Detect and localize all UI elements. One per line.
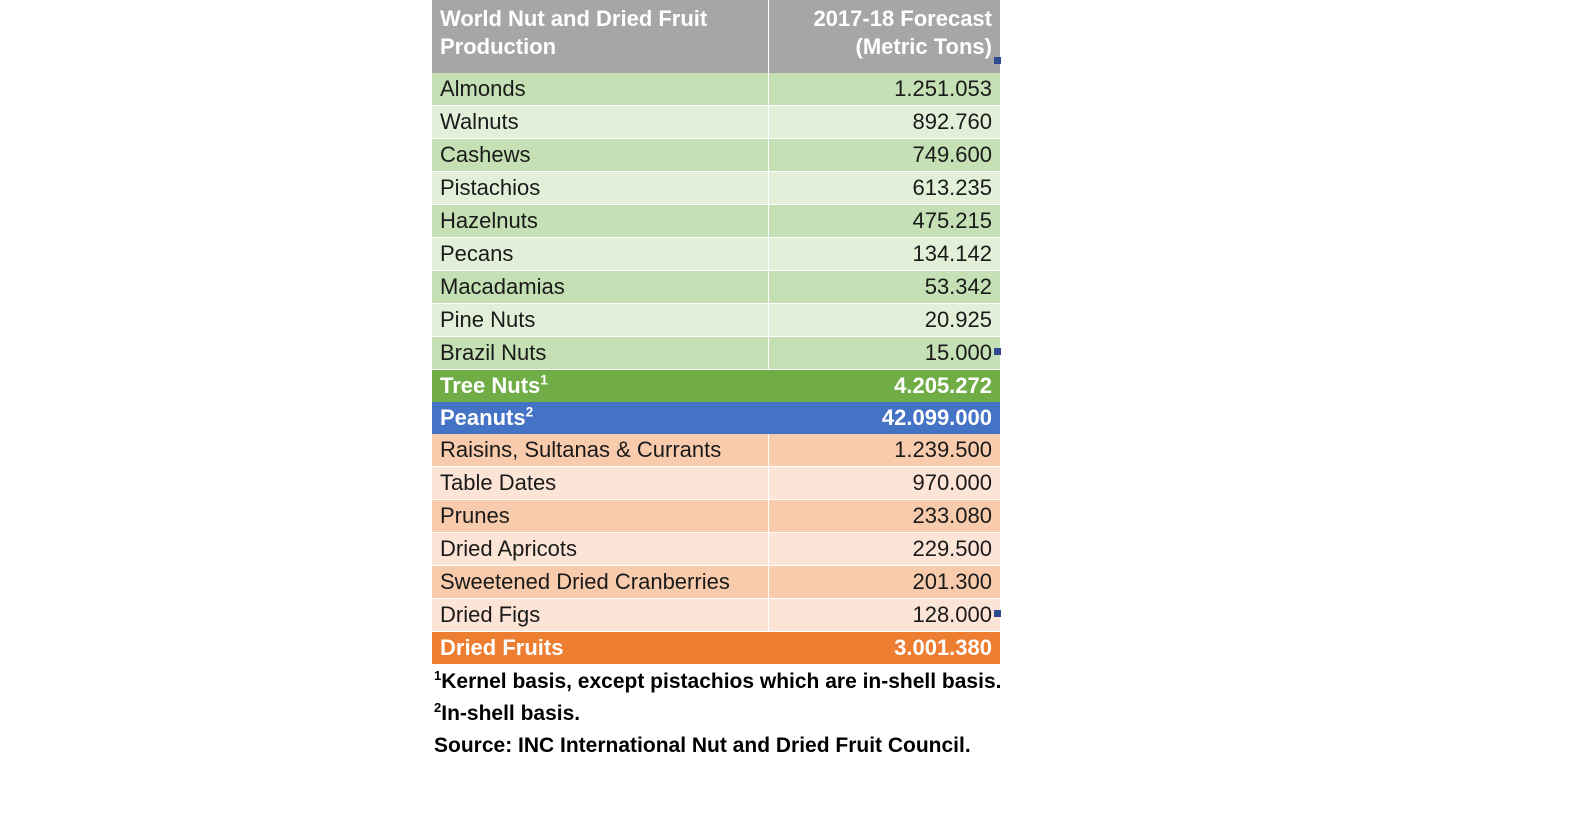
table-row[interactable] [432, 533, 1000, 566]
table-row[interactable] [432, 337, 1000, 370]
table-row[interactable] [432, 238, 1000, 271]
cell-value[interactable]: 3.001.380 [768, 632, 1000, 665]
cell-value[interactable]: 15.000 [768, 337, 1000, 370]
cell-label[interactable]: Tree Nuts$^1$ [432, 370, 768, 403]
cell-value[interactable]: 892.760 [768, 106, 1000, 139]
cell-label[interactable]: Cashews [432, 139, 768, 172]
table-row[interactable] [432, 304, 1000, 337]
cell-label[interactable]: Dried Fruits [432, 632, 768, 665]
table-row[interactable] [432, 271, 1000, 304]
cell-label[interactable]: Almonds [432, 73, 768, 106]
cell-value[interactable]: 749.600 [768, 139, 1000, 172]
nut-production-table [432, 0, 1000, 664]
cell-label[interactable]: Pine Nuts [432, 304, 768, 337]
cell-value[interactable]: 53.342 [768, 271, 1000, 304]
source-line: Source: INC International Nut and Dried Fruit Council. [434, 734, 971, 757]
cell-label-superscript: 2 [525, 404, 534, 420]
selection-handle-dried-figs[interactable] [994, 610, 1001, 617]
cell-value[interactable]: 475.215 [768, 205, 1000, 238]
cell-value[interactable]: 970.000 [768, 467, 1000, 500]
table-row[interactable] [432, 566, 1000, 599]
table-row[interactable] [432, 500, 1000, 533]
cell-label[interactable]: Pistachios [432, 172, 768, 205]
table-row[interactable] [432, 599, 1000, 632]
table-row[interactable] [432, 139, 1000, 172]
spreadsheet-table-container [432, 0, 1000, 664]
cell-label[interactable]: Sweetened Dried Cranberries [432, 566, 768, 599]
table-row[interactable] [432, 467, 1000, 500]
cell-label[interactable]: Prunes [432, 500, 768, 533]
footnote-2-text: In-shell basis. [441, 702, 581, 725]
cell-value[interactable]: 1.239.500 [768, 434, 1000, 467]
cell-value[interactable]: 1.251.053 [768, 73, 1000, 106]
cell-label[interactable]: Peanuts$^2$ [432, 402, 768, 434]
footnote-1-marker: 1 [434, 668, 442, 683]
table-row[interactable] [432, 370, 1000, 403]
cell-label-superscript: 1 [540, 372, 548, 388]
cell-label[interactable]: Hazelnuts [432, 205, 768, 238]
cell-value[interactable]: 4.205.272 [768, 370, 1000, 403]
table-row[interactable] [432, 434, 1000, 467]
cell-value[interactable]: 134.142 [768, 238, 1000, 271]
selection-handle-tree-nuts[interactable] [994, 348, 1001, 355]
cell-label[interactable]: Macadamias [432, 271, 768, 304]
footnote-2 [434, 698, 1334, 730]
cell-value[interactable]: 128.000 [768, 599, 1000, 632]
table-row[interactable] [432, 73, 1000, 106]
footnotes-block [434, 666, 1334, 762]
cell-label[interactable]: Table Dates [432, 467, 768, 500]
cell-label[interactable]: Brazil Nuts [432, 337, 768, 370]
cell-value[interactable]: 201.300 [768, 566, 1000, 599]
cell-label[interactable]: Dried Apricots [432, 533, 768, 566]
table-body [432, 0, 1000, 664]
table-row[interactable] [432, 172, 1000, 205]
footnote-1-text: Kernel basis, except pistachios which are in-shell basis. [441, 670, 1002, 693]
header-cell-value: 2017-18 Forecast (Metric Tons) [768, 0, 1000, 73]
table-header-row [432, 0, 1000, 73]
cell-label[interactable]: Dried Figs [432, 599, 768, 632]
table-row[interactable] [432, 106, 1000, 139]
table-row[interactable] [432, 205, 1000, 238]
table-row[interactable] [432, 632, 1000, 665]
cell-label[interactable]: Raisins, Sultanas & Currants [432, 434, 768, 467]
cell-value[interactable]: 20.925 [768, 304, 1000, 337]
cell-value[interactable]: 229.500 [768, 533, 1000, 566]
selection-handle-header[interactable] [994, 57, 1001, 64]
table-row[interactable] [432, 402, 1000, 434]
cell-value[interactable]: 233.080 [768, 500, 1000, 533]
header-cell-label: World Nut and Dried Fruit Production [432, 0, 768, 73]
footnote-1 [434, 666, 1334, 698]
footnote-2-marker: 2 [434, 700, 442, 715]
cell-value[interactable]: 42.099.000 [768, 402, 1000, 434]
cell-label[interactable]: Pecans [432, 238, 768, 271]
cell-value[interactable]: 613.235 [768, 172, 1000, 205]
cell-label[interactable]: Walnuts [432, 106, 768, 139]
